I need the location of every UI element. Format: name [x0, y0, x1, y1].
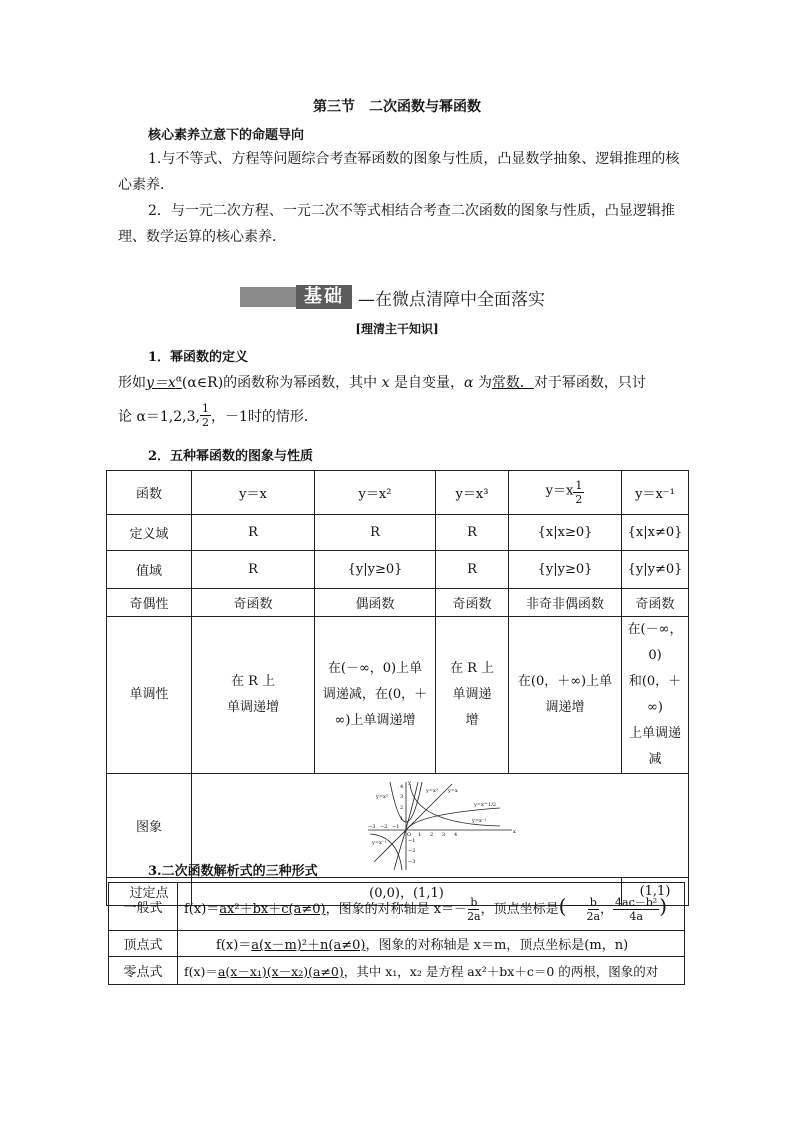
table-cell: R [192, 515, 315, 551]
mono-line: 调递增 [545, 700, 585, 715]
banner-bar [240, 287, 296, 307]
x-tick: 2 [430, 831, 434, 838]
row-label: 图象 [107, 774, 192, 878]
x-tick: 4 [454, 831, 458, 838]
formula-text: f(x)＝ [216, 938, 252, 953]
table-cell [178, 931, 685, 957]
table-row [107, 617, 689, 774]
formula-text: f(x)＝ [184, 963, 218, 979]
fraction [467, 896, 481, 923]
table-cell: R [436, 515, 509, 551]
x-tick: −1 [392, 823, 400, 830]
table-cell: R [436, 551, 509, 589]
table-cell [178, 957, 685, 985]
mono-line: 在 R 上 [230, 674, 276, 689]
s1-text: 对于幂函数，只讨 [533, 375, 646, 391]
table-cell: R [192, 551, 315, 589]
formula-underlined: ax²＋bx＋c(a≠0) [219, 902, 326, 917]
intro-line: 2．与一元二次方程、一元二次不等式相结合考查二次函数的图象与性质，凸显逻辑推 [148, 203, 675, 219]
formula-text: ，图象的对称轴是 x＝m，顶点坐标是(m，n) [365, 938, 629, 953]
formula-text: ，顶点坐标是 [480, 902, 559, 917]
basics-banner [240, 284, 545, 310]
intro-line: 理、数学运算的核心素养． [118, 229, 286, 245]
y-tick: 1 [400, 815, 404, 822]
y-axis-label: y [408, 779, 411, 786]
frac-den: 2a [586, 910, 601, 923]
s1-text: (α∈R)的函数称为幂函数，其中 [181, 375, 378, 391]
s2-heading: 2．五种幂函数的图象与性质 [148, 449, 314, 464]
formula-text: ，其中 x₁，x₂ 是方程 ax²＋bx＋c＝0 的两根，图象的对 [343, 963, 659, 979]
table-cell [315, 617, 436, 774]
mono-line: 在(－∞，0) [627, 622, 683, 663]
banner-slogan: —在微点清障中全面落实 [358, 289, 545, 310]
y-tick: −1 [408, 837, 416, 844]
y-tick: 2 [400, 804, 404, 811]
mono-line: 在(－∞，0)上单 [327, 661, 423, 676]
header-cell: y＝x³ [436, 471, 509, 515]
x-tick: 1 [418, 831, 422, 838]
quadratic-forms-table [108, 882, 685, 985]
banner-tag: 基础 [296, 285, 352, 309]
header-cell: y＝x² [315, 471, 436, 515]
section-label: [理清主干知识] [355, 322, 439, 336]
table-cell: 奇函数 [192, 589, 315, 617]
table-cell: {y|y≥0} [315, 551, 436, 589]
power-function-table [106, 470, 689, 906]
header-cell: y＝x⁻¹ [622, 471, 689, 515]
header-cell: y＝x [192, 471, 315, 515]
table-cell: f(x)＝ax²＋bx＋c(a≠0)，图象的对称轴是 x＝－ $\frac{b}{2a}$ ，顶点坐标是(－ $\frac{b}{2a}$ ， $\frac{\text{4ac－b²}}{4a}$ ) [178, 883, 685, 931]
table-row [109, 957, 685, 985]
intro-paragraph [118, 146, 698, 250]
frac-num: 1 [201, 402, 209, 415]
table-cell [436, 617, 509, 774]
formula-text: ，图象的对称轴是 x＝－ [325, 902, 468, 917]
row-label: 单调性 [107, 617, 192, 774]
half-fraction [200, 402, 211, 429]
table-cell [622, 617, 689, 774]
row-label: 值域 [107, 551, 192, 589]
table-row [107, 589, 689, 617]
row-label: 过定点 [107, 878, 192, 906]
page-title: 第三节 二次函数与幂函数 [313, 99, 481, 115]
s3-heading: 3.二次函数解析式的三种形式 [148, 864, 318, 879]
row-label: 零点式 [109, 957, 178, 985]
row-label: 定义域 [107, 515, 192, 551]
frac-den: 2a [467, 910, 481, 923]
mono-line: 单调递增 [226, 700, 279, 715]
formula-underlined: a(x－x₁)(x－x₂)(a≠0) [217, 963, 344, 979]
table-cell: {x|x≥0} [509, 515, 622, 551]
row-label: 顶点式 [109, 931, 178, 957]
s1-text: 为 [477, 375, 492, 391]
mono-line: 和(0，＋∞) [628, 674, 682, 715]
table-row [107, 515, 689, 551]
graph-label: y=x^1/2 [474, 801, 497, 808]
table-cell: 偶函数 [315, 589, 436, 617]
intro-line: 心素养． [118, 177, 174, 193]
const-term: 常数． [491, 375, 534, 391]
frac-num: b [470, 896, 478, 909]
header-cell [509, 471, 622, 515]
table-cell: 奇函数 [436, 589, 509, 617]
table-cell: {y|y≠0} [622, 551, 689, 589]
s1-text: 是自变量， [394, 375, 464, 391]
table-cell: (1,1) [622, 878, 689, 906]
var-alpha: α [464, 375, 474, 391]
table-cell: {x|x≠0} [622, 515, 689, 551]
mono-line: 调递减，在(0，＋ [322, 687, 428, 702]
graph-label: y=x [448, 787, 458, 794]
intro-line: 1.与不等式、方程等问题综合考查幂函数的图象与性质，凸显数学抽象、逻辑推理的核 [148, 151, 680, 167]
x-tick: 3 [442, 831, 446, 838]
fraction [613, 896, 659, 923]
x-axis-label: x [513, 828, 516, 835]
formula-underlined: a(x－m)²＋n(a≠0) [251, 938, 366, 953]
power-formula [146, 375, 182, 391]
x-tick: O [407, 831, 412, 838]
mono-line: 单调递 [452, 687, 492, 702]
y-tick: 3 [400, 793, 404, 800]
s1-heading: 1．幂函数的定义 [148, 350, 249, 365]
s1-text: 形如 [118, 375, 146, 391]
half-exponent [573, 479, 584, 506]
formula-base: y＝x [146, 375, 176, 391]
formula-exp: α [175, 374, 182, 385]
table-cell [509, 617, 622, 774]
mono-line: 上单调递减 [628, 726, 681, 767]
frac-num: 4ac－b² [615, 896, 658, 909]
frac-den: 4a [629, 910, 643, 923]
y-tick: −3 [408, 858, 416, 865]
s1-line2 [118, 402, 318, 429]
mono-line: ∞)上单调递增 [334, 713, 416, 728]
s1-text: 论 α＝1,2,3, [118, 408, 200, 425]
frac-num: 1 [575, 479, 583, 492]
power-function-graph [360, 778, 520, 874]
var-x: x [381, 375, 390, 391]
frac-den: 2 [575, 493, 583, 506]
table-cell: {y|y≥0} [509, 551, 622, 589]
formula-text: f(x)＝ [184, 902, 220, 917]
table-row [107, 471, 689, 515]
graph-label: y=x³ [426, 787, 438, 794]
table-cell: 奇函数 [622, 589, 689, 617]
mono-line: 增 [465, 713, 479, 728]
mono-line: 在 R 上 [449, 661, 495, 676]
frac-den: 2 [201, 416, 209, 429]
table-cell: (0,0)，(1,1) [192, 878, 622, 906]
y-tick: 4 [400, 783, 404, 790]
table-row [107, 551, 689, 589]
table-cell [192, 617, 315, 774]
header-cell: 函数 [107, 471, 192, 515]
mono-line: 在(0，＋∞)上单 [517, 674, 613, 689]
s1-line1 [118, 372, 646, 392]
row-label: 一般式 [109, 883, 178, 931]
section-subtitle: 核心素养立意下的命题导向 [148, 128, 305, 143]
x-tick: −3 [368, 823, 376, 830]
y-tick: −2 [408, 847, 416, 854]
graph-label: y=x⁻¹ [472, 817, 487, 824]
table-row [109, 931, 685, 957]
fraction [586, 896, 600, 923]
row-label: 奇偶性 [107, 589, 192, 617]
x-tick: −2 [380, 823, 388, 830]
frac-num: b [589, 896, 597, 909]
table-cell: R [315, 515, 436, 551]
header-base: y＝x [545, 483, 574, 499]
graph-label: y=x² [376, 793, 388, 800]
table-row [109, 883, 685, 931]
s1-text: ，－1时的情形． [210, 408, 318, 425]
table-cell: 非奇非偶函数 [509, 589, 622, 617]
graph-label: y=x⁻¹ [372, 839, 387, 846]
